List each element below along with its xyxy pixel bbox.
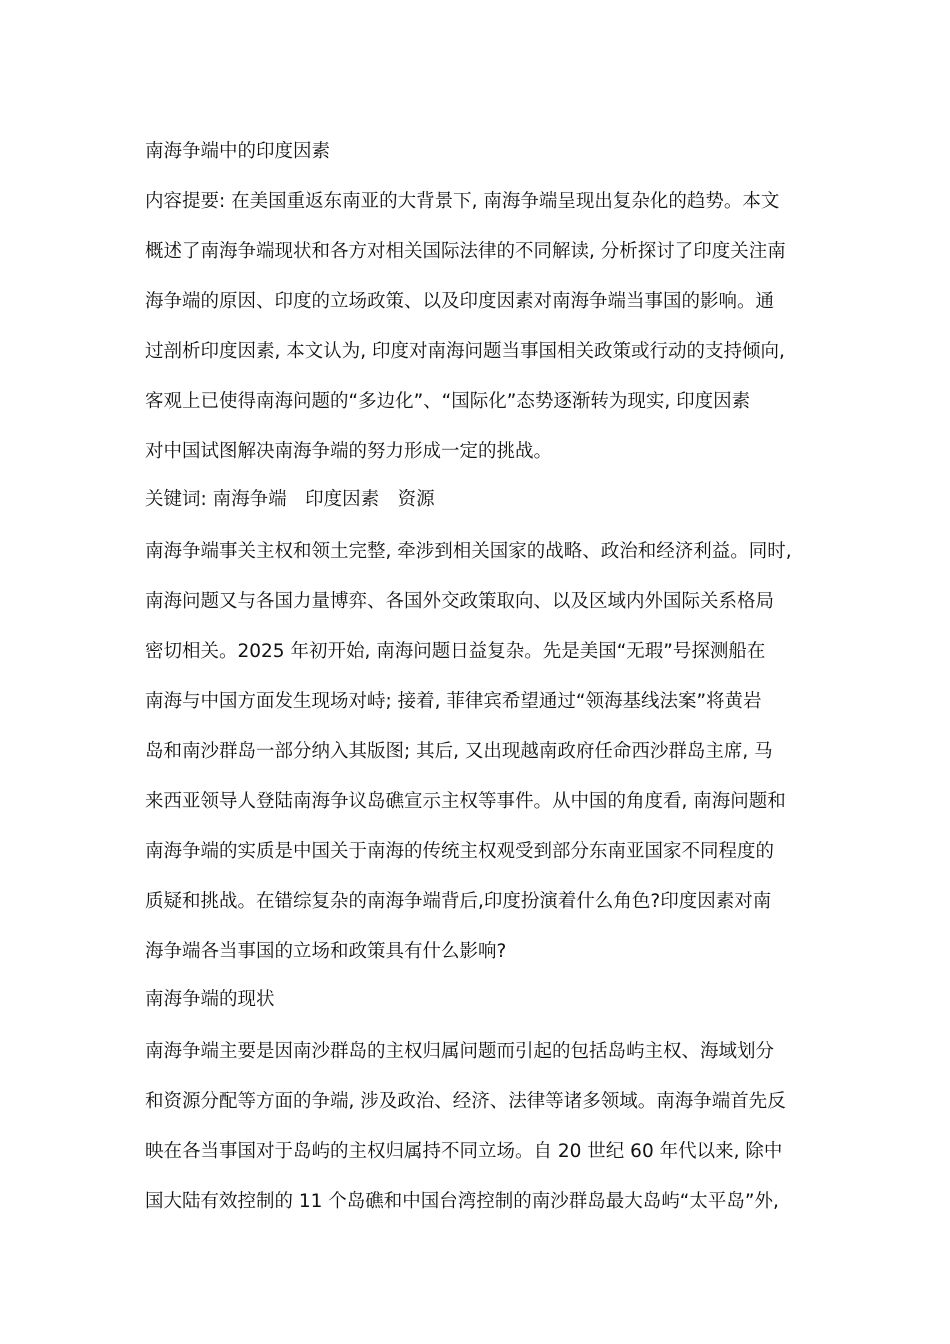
intro-line: 南海争端的实质是中国关于南海的传统主权观受到部分东南亚国家不同程度的 [145, 841, 775, 862]
section-line: 映在各当事国对于岛屿的主权归属持不同立场。自 20 世纪 60 年代以来, 除中 [145, 1141, 783, 1162]
section-line: 南海争端主要是因南沙群岛的主权归属问题而引起的包括岛屿主权、海域划分 [145, 1041, 775, 1062]
intro-line: 来西亚领导人登陆南海争议岛礁宣示主权等事件。从中国的角度看, 南海问题和 [145, 791, 786, 812]
keywords-line: 关键词: 南海争端 印度因素 资源 [145, 489, 435, 510]
intro-line: 南海问题又与各国力量博弈、各国外交政策取向、以及区域内外国际关系格局 [145, 591, 775, 612]
intro-line: 南海与中国方面发生现场对峙; 接着, 菲律宾希望通过“领海基线法案”将黄岩 [145, 691, 762, 712]
document-title: 南海争端中的印度因素 [145, 141, 331, 162]
intro-line: 海争端各当事国的立场和政策具有什么影响? [145, 941, 507, 962]
abstract-line: 概述了南海争端现状和各方对相关国际法律的不同解读, 分析探讨了印度关注南 [145, 241, 786, 262]
section-line: 国大陆有效控制的 11 个岛礁和中国台湾控制的南沙群岛最大岛屿“太平岛”外, [145, 1191, 779, 1212]
intro-line: 密切相关。2025 年初开始, 南海问题日益复杂。先是美国“无瑕”号探测船在 [145, 641, 766, 662]
section-line: 和资源分配等方面的争端, 涉及政治、经济、法律等诸多领域。南海争端首先反 [145, 1091, 786, 1112]
abstract-line: 客观上已使得南海问题的“多边化”、“国际化”态势逐渐转为现实, 印度因素 [145, 391, 751, 412]
intro-line: 南海争端事关主权和领土完整, 牵涉到相关国家的战略、政治和经济利益。同时, [145, 541, 792, 562]
abstract-line: 过剖析印度因素, 本文认为, 印度对南海问题当事国相关政策或行动的支持倾向, [145, 341, 785, 362]
abstract-line: 海争端的原因、印度的立场政策、以及印度因素对南海争端当事国的影响。通 [145, 291, 775, 312]
intro-line: 质疑和挑战。在错综复杂的南海争端背后,印度扮演着什么角色?印度因素对南 [145, 891, 772, 912]
abstract-line: 对中国试图解决南海争端的努力形成一定的挑战。 [145, 441, 553, 462]
intro-line: 岛和南沙群岛一部分纳入其版图; 其后, 又出现越南政府任命西沙群岛主席, 马 [145, 741, 773, 762]
section-heading: 南海争端的现状 [145, 989, 275, 1010]
abstract-line: 内容提要: 在美国重返东南亚的大背景下, 南海争端呈现出复杂化的趋势。本文 [145, 191, 780, 212]
